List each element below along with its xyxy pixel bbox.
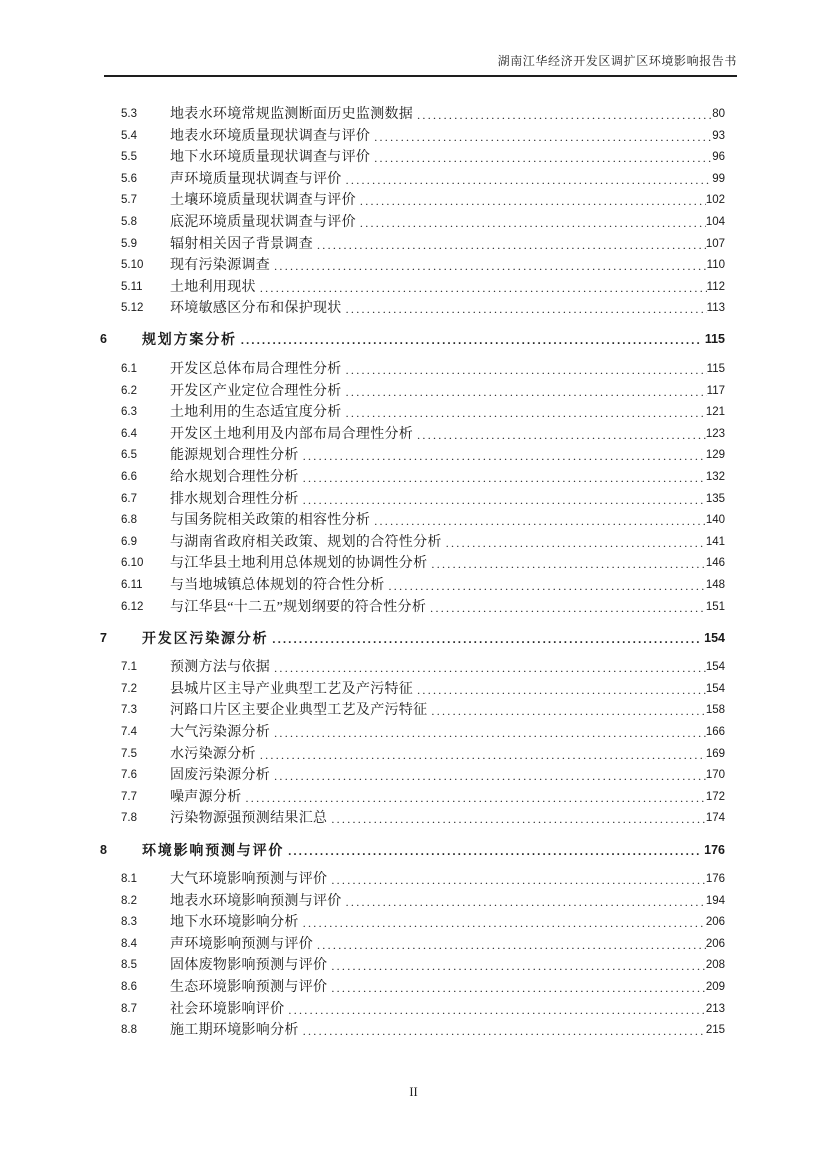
dot-leader xyxy=(346,381,707,403)
toc-entry xyxy=(100,169,725,191)
toc-entry-number: 5.8 xyxy=(121,215,137,228)
toc-entry xyxy=(100,489,725,511)
toc-entry-page: 206 xyxy=(705,937,725,950)
toc-entry xyxy=(100,255,725,277)
dot-leader xyxy=(417,424,706,446)
toc-entry-number: 6.1 xyxy=(121,363,137,376)
toc-entry-number: 7.4 xyxy=(121,726,137,739)
toc-entry-title: 底泥环境质量现状调查与评价 xyxy=(170,214,356,230)
toc-entry xyxy=(100,277,725,299)
toc-entry xyxy=(100,298,725,320)
toc-entry-title: 能源规划合理性分析 xyxy=(170,448,299,464)
toc-entry-title: 与国务院相关政策的相容性分析 xyxy=(170,513,371,529)
toc-entry xyxy=(100,126,725,148)
dot-leader xyxy=(246,787,706,809)
toc-entry-title: 开发区污染源分析 xyxy=(142,629,269,646)
toc-entry xyxy=(100,329,725,351)
toc-entry-number: 8.1 xyxy=(121,873,137,886)
toc-entry xyxy=(100,657,725,679)
toc-entry-page: 208 xyxy=(705,959,725,972)
dot-leader xyxy=(274,722,706,744)
toc-entry-page: 123 xyxy=(705,427,725,440)
toc-entry-page: 215 xyxy=(705,1024,725,1037)
toc-entry-number: 7.2 xyxy=(121,682,137,695)
toc-entry-number: 7.1 xyxy=(121,661,137,674)
dot-leader xyxy=(303,912,706,934)
toc-entry-page: 129 xyxy=(705,449,725,462)
toc-entry-page: 194 xyxy=(705,894,725,907)
toc-entry-page: 115 xyxy=(706,363,725,376)
toc-entry-number: 6.6 xyxy=(121,471,137,483)
toc-entry-title: 开发区产业定位合理性分析 xyxy=(170,383,342,399)
toc-entry-number: 6 xyxy=(100,332,107,347)
toc-entry-page: 172 xyxy=(705,790,725,803)
toc-entry-page: 213 xyxy=(705,1002,725,1015)
toc-entry-title: 开发区土地利用及内部布局合理性分析 xyxy=(170,426,414,442)
dot-leader xyxy=(288,840,699,862)
dot-leader xyxy=(274,255,707,277)
toc-entry-number: 6.3 xyxy=(121,406,137,419)
toc-entry xyxy=(100,1020,725,1042)
toc-entry xyxy=(100,787,725,809)
toc-entry-number: 7.5 xyxy=(121,747,137,760)
dot-leader xyxy=(346,298,707,320)
page-footer xyxy=(0,1084,827,1100)
toc-entry-number: 6.12 xyxy=(121,600,144,613)
dot-leader xyxy=(303,467,706,489)
toc-entry xyxy=(100,510,725,532)
toc-entry xyxy=(100,999,725,1021)
toc-entry-number: 5.10 xyxy=(121,259,144,272)
toc-entry xyxy=(100,467,725,489)
dot-leader xyxy=(374,126,712,148)
toc-entry-page: 154 xyxy=(705,661,725,674)
toc-entry-page: 174 xyxy=(705,812,725,825)
toc-entry-page: 209 xyxy=(705,981,725,994)
toc-entry-page: 104 xyxy=(705,215,725,228)
dot-leader xyxy=(374,147,712,169)
toc-entry-page: 107 xyxy=(705,237,725,250)
toc-entry-page: 154 xyxy=(704,630,725,645)
toc-entry-number: 5.3 xyxy=(121,108,137,120)
toc-entry-page: 115 xyxy=(704,332,725,347)
toc-entry xyxy=(100,104,725,126)
toc-entry-number: 7 xyxy=(100,630,107,645)
toc-entry-page: 169 xyxy=(705,747,725,760)
dot-leader xyxy=(260,277,707,299)
toc-entry xyxy=(100,808,725,830)
toc-entry-number: 6.5 xyxy=(121,449,137,462)
toc-entry-title: 辐射相关因子背景调查 xyxy=(170,236,313,252)
toc-entry xyxy=(100,977,725,999)
toc-entry xyxy=(100,424,725,446)
toc-entry-page: 113 xyxy=(706,302,725,315)
toc-entry-number: 6.7 xyxy=(121,492,137,505)
dot-leader xyxy=(446,532,706,554)
toc-entry-title: 地表水环境影响预测与评价 xyxy=(170,893,342,909)
dot-leader xyxy=(272,628,699,650)
dot-leader xyxy=(431,700,705,722)
toc-entry-page: 151 xyxy=(705,600,725,613)
toc-entry xyxy=(100,891,725,913)
toc-entry-title: 与湖南省政府相关政策、规划的合符性分析 xyxy=(170,534,442,550)
dot-leader xyxy=(317,934,706,956)
dot-leader xyxy=(430,597,706,619)
toc-entry xyxy=(100,402,725,424)
dot-leader xyxy=(417,104,712,126)
page-header xyxy=(104,54,737,77)
toc-entry-number: 8 xyxy=(100,842,107,857)
toc-entry-number: 5.11 xyxy=(121,280,143,293)
toc-entry-title: 规划方案分析 xyxy=(142,331,237,348)
toc-entry-number: 6.2 xyxy=(121,384,137,397)
toc-entry xyxy=(100,765,725,787)
toc-entry xyxy=(100,840,725,862)
toc-entry-page: 158 xyxy=(705,704,725,717)
toc-entry-title: 大气环境影响预测与评价 xyxy=(170,872,328,888)
toc-entry xyxy=(100,575,725,597)
dot-leader xyxy=(331,869,706,891)
toc-entry-title: 环境影响预测与评价 xyxy=(142,841,285,858)
toc-entry-title: 土地利用的生态适宜度分析 xyxy=(170,405,342,421)
dot-leader xyxy=(389,575,706,597)
toc-entry-number: 8.8 xyxy=(121,1024,137,1037)
toc-entry xyxy=(100,744,725,766)
toc-entry-title: 预测方法与依据 xyxy=(170,660,271,676)
dot-leader xyxy=(346,402,706,424)
toc-entry-page: 206 xyxy=(705,916,725,929)
toc-entry-title: 声环境影响预测与评价 xyxy=(170,936,313,952)
toc-entry-number: 8.5 xyxy=(121,959,137,972)
toc-entry-title: 声环境质量现状调查与评价 xyxy=(170,171,342,187)
toc-entry xyxy=(100,597,725,619)
dot-leader xyxy=(346,169,713,191)
toc-entry xyxy=(100,212,725,234)
toc-list xyxy=(100,104,737,1042)
dot-leader xyxy=(374,510,706,532)
toc-entry-page: 112 xyxy=(706,280,725,293)
toc-entry-number: 8.2 xyxy=(121,894,137,907)
toc-entry-page: 148 xyxy=(705,578,725,591)
dot-leader xyxy=(331,955,706,977)
toc-entry-title: 社会环境影响评价 xyxy=(170,1001,285,1017)
toc-entry-number: 8.4 xyxy=(121,937,137,950)
toc-entry xyxy=(100,679,725,701)
toc-entry-number: 5.7 xyxy=(121,194,137,207)
toc-entry xyxy=(100,190,725,212)
dot-leader xyxy=(274,765,706,787)
dot-leader xyxy=(331,977,706,999)
toc-entry-title: 排水规划合理性分析 xyxy=(170,491,299,507)
toc-entry-title: 生态环境影响预测与评价 xyxy=(170,980,328,996)
dot-leader xyxy=(317,234,706,256)
toc-entry-page: 102 xyxy=(705,194,725,207)
toc-entry-title: 开发区总体布局合理性分析 xyxy=(170,362,342,378)
dot-leader xyxy=(241,329,700,351)
toc-entry-page: 166 xyxy=(705,726,725,739)
toc-entry-number: 6.8 xyxy=(121,514,137,527)
toc-entry-title: 现有污染源调查 xyxy=(170,258,271,274)
toc-entry-title: 地下水环境质量现状调查与评价 xyxy=(170,150,371,166)
toc-entry xyxy=(100,700,725,722)
toc-entry-title: 与江华县“十二五”规划纲要的符合性分析 xyxy=(170,599,427,615)
toc-entry-title: 环境敏感区分布和保护现状 xyxy=(170,301,342,317)
toc-entry xyxy=(100,359,725,381)
toc-entry xyxy=(100,722,725,744)
dot-leader xyxy=(331,808,706,830)
toc-entry-number: 7.6 xyxy=(121,769,137,782)
toc-entry-page: 170 xyxy=(705,769,725,782)
toc-entry-title: 河路口片区主要企业典型工艺及产污特征 xyxy=(170,703,428,719)
toc-entry-title: 大气污染源分析 xyxy=(170,725,271,741)
toc-entry-number: 8.7 xyxy=(121,1002,137,1015)
dot-leader xyxy=(360,190,706,212)
toc-entry xyxy=(100,869,725,891)
toc-entry-page: 140 xyxy=(705,514,725,527)
toc-entry-page: 146 xyxy=(705,557,725,570)
toc-entry-number: 5.9 xyxy=(121,237,137,250)
toc-entry-page: 93 xyxy=(712,129,725,142)
toc-entry-title: 与江华县土地利用总体规划的协调性分析 xyxy=(170,556,428,572)
toc-entry-number: 8.3 xyxy=(121,916,137,929)
dot-leader xyxy=(274,657,706,679)
toc-entry-title: 污染物源强预测结果汇总 xyxy=(170,811,328,827)
dot-leader xyxy=(360,212,706,234)
toc-entry-number: 5.6 xyxy=(121,172,137,185)
toc-entry xyxy=(100,553,725,575)
toc-entry xyxy=(100,147,725,169)
toc-entry-title: 施工期环境影响分析 xyxy=(170,1023,299,1039)
toc-entry xyxy=(100,234,725,256)
toc-entry-number: 5.5 xyxy=(121,151,137,164)
toc-entry-title: 县城片区主导产业典型工艺及产污特征 xyxy=(170,681,414,697)
toc-entry-title: 固废污染源分析 xyxy=(170,768,271,784)
dot-leader xyxy=(260,744,706,766)
toc-entry-title: 水污染源分析 xyxy=(170,746,256,762)
toc-entry-page: 110 xyxy=(706,259,725,272)
dot-leader xyxy=(288,999,705,1021)
dot-leader xyxy=(431,553,705,575)
toc-entry-page: 176 xyxy=(705,873,725,886)
toc-entry-number: 7.3 xyxy=(121,704,137,717)
dot-leader xyxy=(346,891,706,913)
toc-entry xyxy=(100,912,725,934)
toc-entry xyxy=(100,445,725,467)
toc-entry-page: 80 xyxy=(712,108,725,120)
toc-entry-page: 154 xyxy=(705,682,725,695)
toc-entry-page: 121 xyxy=(705,406,725,419)
toc-entry-number: 7.7 xyxy=(121,790,137,803)
toc-entry xyxy=(100,532,725,554)
toc-entry-page: 141 xyxy=(705,535,725,548)
toc-entry-title: 土地利用现状 xyxy=(170,279,256,295)
toc-entry-number: 6.4 xyxy=(121,427,137,440)
toc-entry-number: 5.12 xyxy=(121,302,144,315)
dot-leader xyxy=(303,1020,706,1042)
toc-entry-number: 8.6 xyxy=(121,981,137,994)
toc-entry-title: 土壤环境质量现状调查与评价 xyxy=(170,193,356,209)
toc-entry-number: 6.11 xyxy=(121,578,143,591)
toc-entry-number: 6.9 xyxy=(121,535,137,548)
running-header-title: 湖南江华经济开发区调扩区环境影响报告书 xyxy=(497,54,737,68)
toc-entry-title: 噪声源分析 xyxy=(170,789,242,805)
toc-entry-number: 6.10 xyxy=(121,557,144,570)
toc-entry xyxy=(100,628,725,650)
toc-entry-page: 132 xyxy=(705,471,725,483)
toc-entry-page: 99 xyxy=(712,172,725,185)
toc-entry-page: 176 xyxy=(704,842,725,857)
toc-entry-title: 与当地城镇总体规划的符合性分析 xyxy=(170,577,385,593)
toc-entry-title: 地表水环境常规监测断面历史监测数据 xyxy=(170,107,414,122)
page-number: II xyxy=(409,1084,418,1099)
toc-entry-number: 5.4 xyxy=(121,129,137,142)
toc-entry-title: 固体废物影响预测与评价 xyxy=(170,958,328,974)
toc-entry-title: 地下水环境影响分析 xyxy=(170,915,299,931)
dot-leader xyxy=(303,489,706,511)
dot-leader xyxy=(303,445,706,467)
toc-entry-page: 117 xyxy=(706,384,725,397)
dot-leader xyxy=(346,359,707,381)
dot-leader xyxy=(417,679,706,701)
toc-entry-title: 地表水环境质量现状调查与评价 xyxy=(170,128,371,144)
toc-entry-title: 给水规划合理性分析 xyxy=(170,470,299,485)
toc-entry xyxy=(100,934,725,956)
toc-entry-page: 135 xyxy=(705,492,725,505)
toc-entry xyxy=(100,955,725,977)
toc-entry-page: 96 xyxy=(712,151,725,164)
toc-entry-number: 7.8 xyxy=(121,812,137,825)
toc-entry xyxy=(100,381,725,403)
